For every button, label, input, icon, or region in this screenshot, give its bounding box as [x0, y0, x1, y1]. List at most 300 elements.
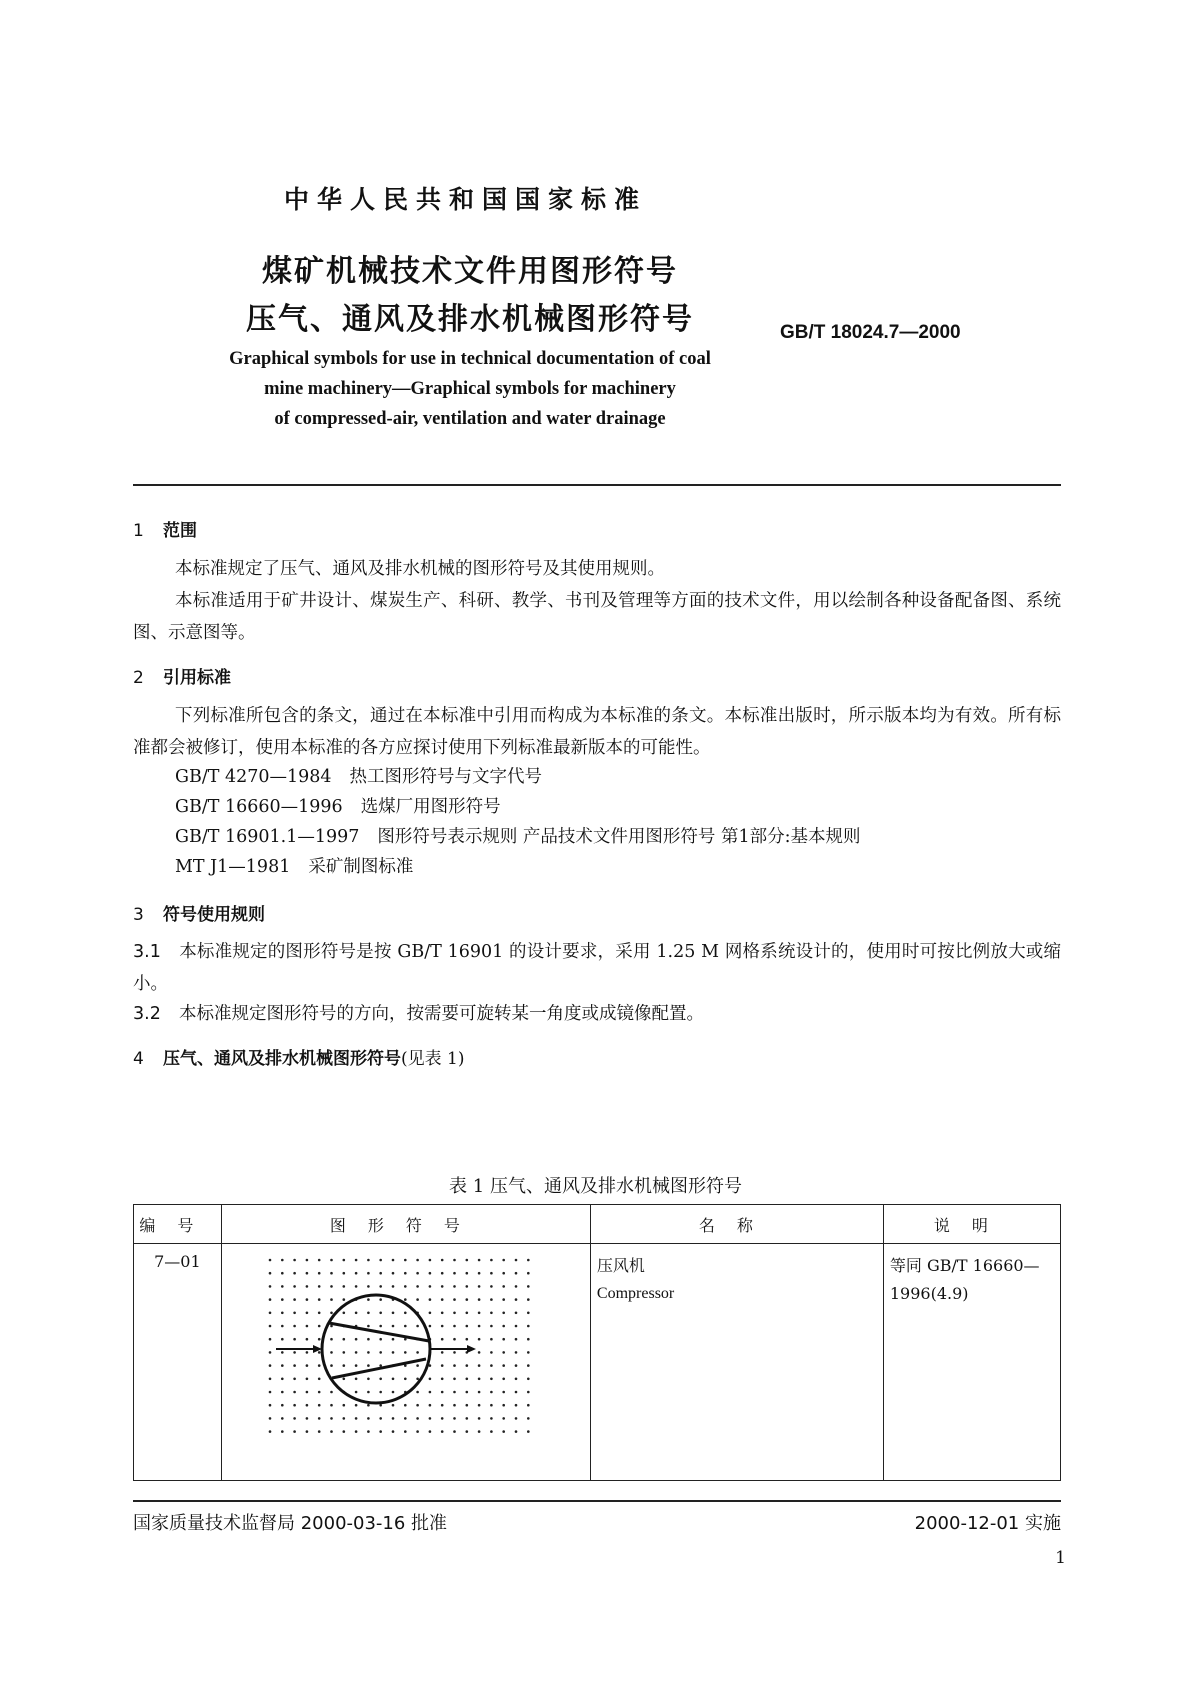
- section-title: 压气、通风及排水机械图形符号: [163, 1049, 401, 1069]
- header-id: 编号: [134, 1205, 222, 1244]
- section-title: 引用标准: [163, 668, 231, 688]
- grid-dot: [355, 1364, 358, 1367]
- grid-dot: [490, 1312, 493, 1315]
- section-1-paragraph-1: 本标准规定了压气、通风及排水机械的图形符号及其使用规则。: [175, 559, 665, 579]
- grid-dot: [367, 1325, 370, 1328]
- grid-dot: [441, 1417, 444, 1420]
- grid-dot: [478, 1285, 481, 1288]
- grid-dot: [355, 1351, 358, 1354]
- grid-dot: [428, 1285, 431, 1288]
- grid-dot: [465, 1378, 468, 1381]
- section-title-suffix: (见表 1): [401, 1049, 465, 1069]
- grid-dot: [293, 1298, 296, 1301]
- section-title: 范围: [163, 521, 197, 541]
- grid-dot: [281, 1259, 284, 1262]
- chinese-title-line1: 煤矿机械技术文件用图形符号: [262, 254, 678, 289]
- grid-dot: [490, 1391, 493, 1394]
- grid-dot: [391, 1417, 394, 1420]
- grid-dot: [391, 1285, 394, 1288]
- english-title-line1: Graphical symbols for use in technical documentation of coal: [229, 349, 711, 369]
- reference-item: [175, 793, 501, 818]
- grid-dot: [502, 1351, 505, 1354]
- grid-dot: [318, 1391, 321, 1394]
- grid-dot: [318, 1312, 321, 1315]
- grid-dot: [355, 1430, 358, 1433]
- grid-dot: [428, 1298, 431, 1301]
- grid-dot: [305, 1351, 308, 1354]
- grid-dot: [514, 1338, 517, 1341]
- grid-dot: [318, 1430, 321, 1433]
- grid-dot: [342, 1298, 345, 1301]
- grid-dot: [416, 1378, 419, 1381]
- grid-dot: [355, 1285, 358, 1288]
- grid-dot: [379, 1272, 382, 1275]
- section-1-heading: [133, 516, 197, 541]
- grid-dot: [478, 1259, 481, 1262]
- grid-dot: [490, 1404, 493, 1407]
- grid-dot: [268, 1312, 271, 1315]
- grid-dot: [342, 1364, 345, 1367]
- reference-code: GB/T 4270—1984: [175, 767, 332, 787]
- section-title: 符号使用规则: [163, 905, 265, 925]
- grid-dot: [502, 1417, 505, 1420]
- grid-dot: [416, 1259, 419, 1262]
- grid-dot: [379, 1391, 382, 1394]
- grid-dot: [478, 1378, 481, 1381]
- grid-dot: [527, 1351, 530, 1354]
- grid-dot: [490, 1364, 493, 1367]
- grid-dot: [465, 1259, 468, 1262]
- grid-dot: [441, 1351, 444, 1354]
- grid-dot: [441, 1364, 444, 1367]
- cell-name: [590, 1244, 883, 1481]
- grid-dot: [318, 1404, 321, 1407]
- grid-dot: [355, 1391, 358, 1394]
- grid-dot: [478, 1312, 481, 1315]
- grid-dots: [268, 1259, 529, 1433]
- grid-dot: [453, 1391, 456, 1394]
- grid-dot: [416, 1404, 419, 1407]
- grid-dot: [502, 1259, 505, 1262]
- grid-dot: [453, 1404, 456, 1407]
- clause-number: 3.1: [133, 942, 161, 962]
- grid-dot: [318, 1272, 321, 1275]
- grid-dot: [502, 1272, 505, 1275]
- grid-dot: [367, 1391, 370, 1394]
- grid-dot: [490, 1325, 493, 1328]
- grid-dot: [293, 1417, 296, 1420]
- grid-dot: [281, 1285, 284, 1288]
- grid-dot: [379, 1312, 382, 1315]
- grid-dot: [268, 1351, 271, 1354]
- grid-dot: [305, 1312, 308, 1315]
- grid-dot: [355, 1378, 358, 1381]
- grid-dot: [281, 1272, 284, 1275]
- header-symbol: 图形符号: [221, 1205, 590, 1244]
- section-number: 2: [133, 668, 144, 688]
- grid-dot: [441, 1272, 444, 1275]
- grid-dot: [441, 1391, 444, 1394]
- reference-title: 热工图形符号与文字代号: [349, 767, 543, 787]
- grid-dot: [514, 1430, 517, 1433]
- grid-dot: [268, 1391, 271, 1394]
- grid-dot: [502, 1312, 505, 1315]
- grid-dot: [379, 1338, 382, 1341]
- grid-dot: [527, 1312, 530, 1315]
- grid-dot: [514, 1285, 517, 1288]
- grid-dot: [379, 1325, 382, 1328]
- grid-dot: [342, 1417, 345, 1420]
- grid-dot: [404, 1404, 407, 1407]
- grid-dot: [502, 1404, 505, 1407]
- grid-dot: [391, 1404, 394, 1407]
- grid-dot: [293, 1312, 296, 1315]
- cell-description: [883, 1244, 1060, 1481]
- grid-dot: [502, 1338, 505, 1341]
- grid-dot: [502, 1391, 505, 1394]
- grid-dot: [268, 1272, 271, 1275]
- grid-dot: [318, 1325, 321, 1328]
- reference-item: [175, 823, 861, 848]
- implementation-text: 2000-12-01 实施: [914, 1513, 1061, 1534]
- clause-text: 本标准规定的图形符号是按 GB/T 16901 的设计要求，采用 1.25 M 网格系统设计的，使用时可按比例放大或缩小。: [133, 942, 1061, 994]
- section-number: 4: [133, 1049, 144, 1069]
- outlet-arrowhead: [467, 1345, 476, 1353]
- grid-dot: [453, 1378, 456, 1381]
- grid-dot: [268, 1338, 271, 1341]
- grid-dot: [465, 1391, 468, 1394]
- grid-dot: [318, 1351, 321, 1354]
- grid-dot: [281, 1338, 284, 1341]
- grid-dot: [478, 1430, 481, 1433]
- grid-dot: [330, 1312, 333, 1315]
- grid-dot: [293, 1378, 296, 1381]
- grid-dot: [527, 1272, 530, 1275]
- table-caption: 表 1 压气、通风及排水机械图形符号: [449, 1176, 742, 1197]
- grid-dot: [478, 1391, 481, 1394]
- reference-item: [175, 853, 413, 878]
- grid-dot: [514, 1259, 517, 1262]
- grid-dot: [379, 1430, 382, 1433]
- grid-dot: [367, 1364, 370, 1367]
- grid-dot: [293, 1351, 296, 1354]
- grid-dot: [268, 1325, 271, 1328]
- grid-dot: [281, 1430, 284, 1433]
- grid-dot: [342, 1351, 345, 1354]
- grid-dot: [478, 1325, 481, 1328]
- section-number: 3: [133, 905, 144, 925]
- grid-dot: [330, 1351, 333, 1354]
- grid-dot: [465, 1364, 468, 1367]
- grid-dot: [465, 1272, 468, 1275]
- grid-dot: [478, 1404, 481, 1407]
- grid-dot: [330, 1404, 333, 1407]
- grid-dot: [367, 1338, 370, 1341]
- grid-dot: [355, 1417, 358, 1420]
- header-divider: [133, 484, 1061, 486]
- symbols-table: [133, 1204, 1061, 1481]
- grid-dot: [428, 1378, 431, 1381]
- grid-dot: [514, 1298, 517, 1301]
- grid-dot: [355, 1312, 358, 1315]
- grid-dot: [404, 1430, 407, 1433]
- grid-dot: [268, 1404, 271, 1407]
- grid-dot: [428, 1417, 431, 1420]
- grid-dot: [490, 1298, 493, 1301]
- grid-dot: [527, 1259, 530, 1262]
- section-number: 1: [133, 521, 144, 541]
- grid-dot: [379, 1417, 382, 1420]
- grid-dot: [305, 1285, 308, 1288]
- grid-dot: [281, 1298, 284, 1301]
- grid-dot: [404, 1378, 407, 1381]
- grid-dot: [441, 1404, 444, 1407]
- grid-dot: [342, 1338, 345, 1341]
- grid-dot: [404, 1351, 407, 1354]
- grid-dot: [490, 1351, 493, 1354]
- name-english: Compressor: [596, 1285, 675, 1302]
- grid-dot: [527, 1338, 530, 1341]
- grid-dot: [281, 1312, 284, 1315]
- grid-dot: [342, 1272, 345, 1275]
- reference-title: 采矿制图标准: [308, 857, 414, 877]
- grid-dot: [428, 1391, 431, 1394]
- grid-dot: [404, 1325, 407, 1328]
- grid-dot: [453, 1351, 456, 1354]
- grid-dot: [453, 1272, 456, 1275]
- footer-divider: [133, 1500, 1061, 1502]
- grid-dot: [478, 1272, 481, 1275]
- grid-dot: [391, 1312, 394, 1315]
- grid-dot: [490, 1259, 493, 1262]
- grid-dot: [268, 1430, 271, 1433]
- cell-symbol: [221, 1244, 590, 1481]
- grid-dot: [305, 1272, 308, 1275]
- grid-dot: [293, 1338, 296, 1341]
- clause-number: 3.2: [133, 1004, 161, 1024]
- cell-id: 7—01: [134, 1244, 222, 1481]
- grid-dot: [318, 1417, 321, 1420]
- grid-dot: [404, 1259, 407, 1262]
- grid-dot: [305, 1391, 308, 1394]
- grid-dot: [441, 1285, 444, 1288]
- grid-dot: [441, 1325, 444, 1328]
- header-name: 名称: [590, 1205, 883, 1244]
- grid-dot: [527, 1417, 530, 1420]
- compressor-circle: [322, 1295, 430, 1403]
- grid-dot: [367, 1272, 370, 1275]
- grid-dot: [305, 1378, 308, 1381]
- grid-dot: [293, 1285, 296, 1288]
- grid-dot: [465, 1417, 468, 1420]
- grid-dot: [416, 1285, 419, 1288]
- grid-dot: [355, 1259, 358, 1262]
- grid-dot: [404, 1298, 407, 1301]
- grid-dot: [490, 1338, 493, 1341]
- grid-dot: [416, 1417, 419, 1420]
- reference-code: MT J1—1981: [175, 857, 291, 877]
- grid-dot: [330, 1364, 333, 1367]
- grid-dot: [281, 1417, 284, 1420]
- grid-dot: [416, 1364, 419, 1367]
- grid-dot: [268, 1364, 271, 1367]
- grid-dot: [281, 1351, 284, 1354]
- grid-dot: [367, 1259, 370, 1262]
- grid-dot: [514, 1325, 517, 1328]
- grid-dot: [342, 1259, 345, 1262]
- english-title-line3: of compressed-air, ventilation and water drainage: [274, 409, 666, 429]
- grid-dot: [330, 1338, 333, 1341]
- grid-dot: [391, 1325, 394, 1328]
- grid-dot: [453, 1338, 456, 1341]
- grid-dot: [281, 1325, 284, 1328]
- grid-dot: [502, 1430, 505, 1433]
- grid-dot: [379, 1351, 382, 1354]
- description-line2: 1996(4.9): [889, 1284, 969, 1303]
- grid-dot: [490, 1272, 493, 1275]
- grid-dot: [441, 1259, 444, 1262]
- grid-dot: [305, 1404, 308, 1407]
- grid-dot: [441, 1338, 444, 1341]
- grid-dot: [465, 1430, 468, 1433]
- grid-dot: [428, 1404, 431, 1407]
- grid-dot: [330, 1259, 333, 1262]
- grid-dot: [342, 1430, 345, 1433]
- grid-dot: [502, 1378, 505, 1381]
- grid-dot: [342, 1312, 345, 1315]
- grid-dot: [428, 1259, 431, 1262]
- grid-dot: [379, 1378, 382, 1381]
- grid-dot: [391, 1378, 394, 1381]
- grid-dot: [428, 1312, 431, 1315]
- grid-dot: [342, 1378, 345, 1381]
- grid-dot: [305, 1364, 308, 1367]
- compressor-lower-line: [332, 1359, 426, 1378]
- grid-dot: [441, 1312, 444, 1315]
- grid-dot: [281, 1391, 284, 1394]
- grid-dot: [379, 1259, 382, 1262]
- grid-dot: [281, 1404, 284, 1407]
- grid-dot: [490, 1285, 493, 1288]
- grid-dot: [514, 1312, 517, 1315]
- grid-dot: [453, 1285, 456, 1288]
- grid-dot: [416, 1430, 419, 1433]
- grid-dot: [404, 1312, 407, 1315]
- grid-dot: [391, 1272, 394, 1275]
- approval-text: 国家质量技术监督局 2000-03-16 批准: [133, 1513, 448, 1534]
- grid-dot: [318, 1364, 321, 1367]
- grid-dot: [416, 1391, 419, 1394]
- grid-dot: [428, 1430, 431, 1433]
- grid-dot: [367, 1312, 370, 1315]
- grid-dot: [404, 1272, 407, 1275]
- grid-dot: [293, 1391, 296, 1394]
- grid-dot: [490, 1430, 493, 1433]
- grid-dot: [268, 1298, 271, 1301]
- grid-dot: [527, 1285, 530, 1288]
- clause-text: 本标准规定图形符号的方向，按需要可旋转某一角度或成镜像配置。: [179, 1004, 704, 1024]
- grid-dot: [453, 1417, 456, 1420]
- grid-dot: [453, 1430, 456, 1433]
- grid-dot: [367, 1351, 370, 1354]
- grid-dot: [391, 1430, 394, 1433]
- grid-dot: [367, 1404, 370, 1407]
- grid-dot: [330, 1417, 333, 1420]
- grid-dot: [478, 1364, 481, 1367]
- grid-dot: [416, 1351, 419, 1354]
- grid-dot: [465, 1298, 468, 1301]
- grid-dot: [293, 1364, 296, 1367]
- grid-dot: [391, 1351, 394, 1354]
- reference-title: 选煤厂用图形符号: [360, 797, 501, 817]
- grid-dot: [293, 1272, 296, 1275]
- grid-dot: [514, 1391, 517, 1394]
- reference-code: GB/T 16901.1—1997: [175, 827, 360, 847]
- grid-dot: [404, 1285, 407, 1288]
- grid-dot: [330, 1272, 333, 1275]
- grid-dot: [502, 1285, 505, 1288]
- grid-dot: [453, 1259, 456, 1262]
- grid-dot: [502, 1325, 505, 1328]
- grid-dot: [268, 1378, 271, 1381]
- grid-dot: [318, 1338, 321, 1341]
- clause-3-2: [133, 998, 1061, 1030]
- grid-dot: [305, 1259, 308, 1262]
- english-title-line2: mine machinery—Graphical symbols for machinery: [264, 379, 676, 399]
- grid-dot: [465, 1285, 468, 1288]
- name-chinese: 压风机: [596, 1256, 645, 1275]
- grid-dot: [514, 1272, 517, 1275]
- grid-dot: [428, 1272, 431, 1275]
- grid-dot: [465, 1325, 468, 1328]
- section-4-heading: [133, 1044, 464, 1069]
- grid-dot: [367, 1430, 370, 1433]
- grid-dot: [305, 1298, 308, 1301]
- grid-dot: [318, 1298, 321, 1301]
- compressor-symbol: [228, 1252, 558, 1452]
- grid-dot: [355, 1272, 358, 1275]
- grid-dot: [478, 1351, 481, 1354]
- grid-dot: [527, 1364, 530, 1367]
- grid-dot: [527, 1391, 530, 1394]
- grid-dot: [404, 1417, 407, 1420]
- grid-dot: [268, 1417, 271, 1420]
- grid-dot: [502, 1364, 505, 1367]
- grid-dot: [268, 1285, 271, 1288]
- grid-dot: [453, 1364, 456, 1367]
- grid-dot: [502, 1298, 505, 1301]
- table-header-row: [134, 1205, 1061, 1244]
- grid-dot: [305, 1430, 308, 1433]
- grid-dot: [293, 1259, 296, 1262]
- grid-dot: [330, 1285, 333, 1288]
- grid-dot: [367, 1417, 370, 1420]
- grid-dot: [490, 1417, 493, 1420]
- national-standard-title: 中华人民共和国国家标准: [283, 185, 647, 214]
- grid-dot: [478, 1417, 481, 1420]
- grid-dot: [465, 1312, 468, 1315]
- grid-dot: [391, 1259, 394, 1262]
- grid-dot: [293, 1430, 296, 1433]
- grid-dot: [293, 1325, 296, 1328]
- reference-title: 图形符号表示规则 产品技术文件用图形符号 第1部分:基本规则: [377, 827, 861, 847]
- grid-dot: [305, 1417, 308, 1420]
- grid-dot: [293, 1404, 296, 1407]
- grid-dot: [281, 1364, 284, 1367]
- grid-dot: [441, 1378, 444, 1381]
- grid-dot: [416, 1298, 419, 1301]
- grid-dot: [330, 1430, 333, 1433]
